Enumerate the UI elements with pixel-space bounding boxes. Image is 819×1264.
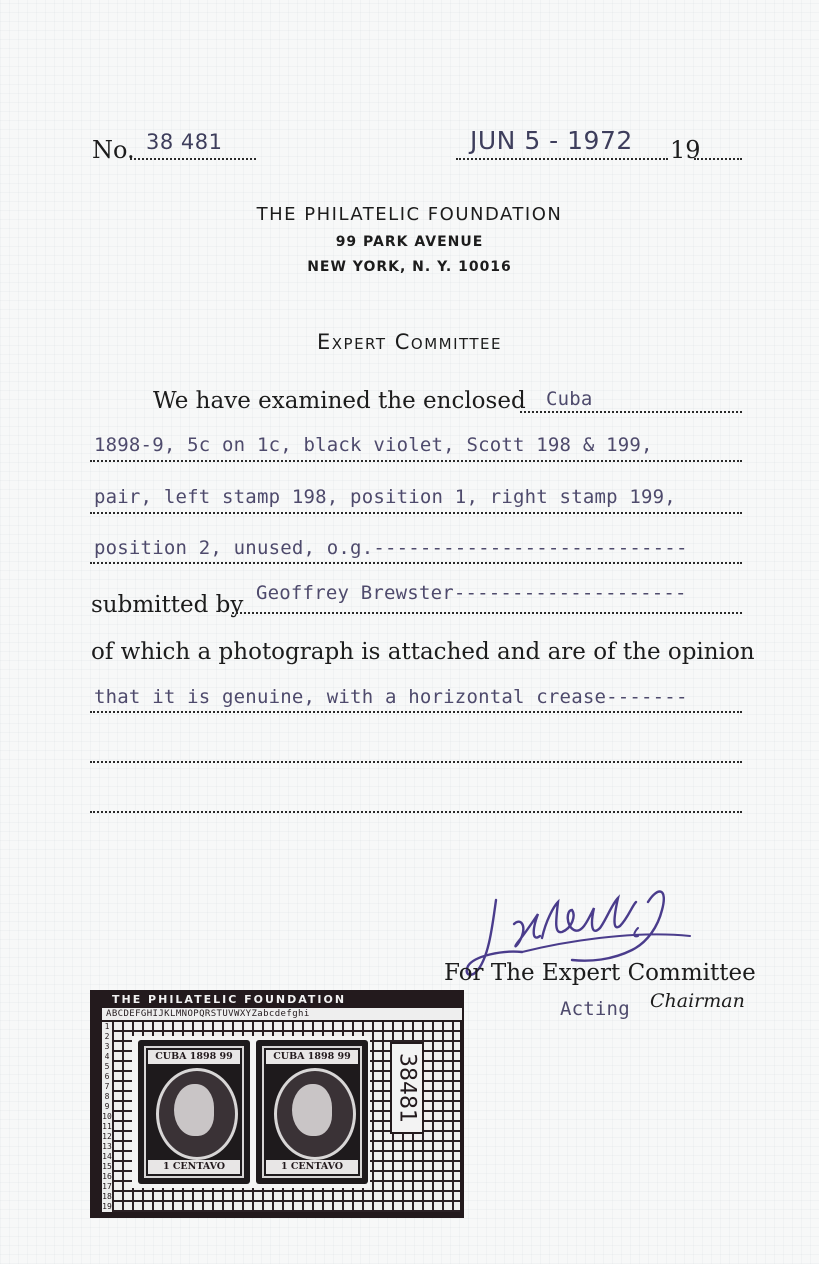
rule-line-3 [90, 512, 742, 514]
photo-letter-scale: ABCDEFGHIJKLMNOPQRSTUVWXYZabcdefghi [102, 1008, 462, 1020]
description-line-3: pair, left stamp 198, position 1, right stamp 199, [94, 486, 676, 508]
stamp-bottom-label: 1 CENTAVO [266, 1160, 358, 1174]
photo-cert-number: 38481 [394, 1053, 420, 1123]
portrait-head [292, 1084, 332, 1136]
submitter-name: Geoffrey Brewster-------------------- [256, 582, 687, 604]
stamp-photograph [90, 990, 464, 1218]
rule-line-blank-1 [90, 761, 742, 763]
year-line [694, 158, 742, 160]
stamp-pair [132, 1036, 370, 1188]
photo-header: THE PHILATELIC FOUNDATION [112, 993, 347, 1006]
address-city: NEW YORK, N. Y. 10016 [307, 259, 512, 275]
intro-line [520, 411, 742, 413]
photo-cert-number-box [390, 1042, 424, 1134]
stamp-top-label: CUBA 1898 99 [148, 1050, 240, 1064]
cert-number-line [130, 158, 256, 160]
right-stamp [256, 1040, 368, 1184]
acting-label: Acting [560, 998, 630, 1020]
rule-line-opinion [90, 711, 742, 713]
portrait-head [174, 1084, 214, 1136]
left-stamp [138, 1040, 250, 1184]
description-line-2: 1898-9, 5c on 1c, black violet, Scott 198 & 199, [94, 434, 653, 456]
rule-line-blank-2 [90, 811, 742, 813]
cert-number-value: 38 481 [146, 130, 223, 154]
stamp-bottom-label: 1 CENTAVO [148, 1160, 240, 1174]
date-line [456, 158, 668, 160]
for-committee-line: For The Expert Committee [444, 960, 756, 986]
rule-line-2 [90, 460, 742, 462]
org-name: THE PHILATELIC FOUNDATION [256, 204, 563, 225]
item-name: Cuba [546, 388, 593, 410]
stamp-top-label: CUBA 1898 99 [266, 1050, 358, 1064]
committee-heading: Expert Committee [316, 330, 503, 354]
intro-text: We have examined the enclosed [153, 388, 526, 414]
year-prefix: 19 [670, 136, 701, 164]
submitted-by-line [232, 612, 742, 614]
cert-number-label: No. [92, 136, 135, 164]
photo-number-scale: 1 2 3 4 5 6 7 8 9 10 11 12 13 14 15 16 17 18 19 [102, 1022, 112, 1211]
address-street: 99 PARK AVENUE [335, 234, 484, 250]
rule-line-4 [90, 562, 742, 564]
submitted-by-label: submitted by [91, 592, 244, 618]
chairman-title: Chairman [650, 990, 745, 1012]
opinion-text: that it is genuine, with a horizontal crease------- [94, 686, 688, 708]
opinion-label: of which a photograph is attached and are of the opinion [91, 639, 755, 665]
date-stamp: JUN 5 - 1972 [470, 126, 633, 155]
description-line-4: position 2, unused, o.g.--------------------------- [94, 537, 688, 559]
